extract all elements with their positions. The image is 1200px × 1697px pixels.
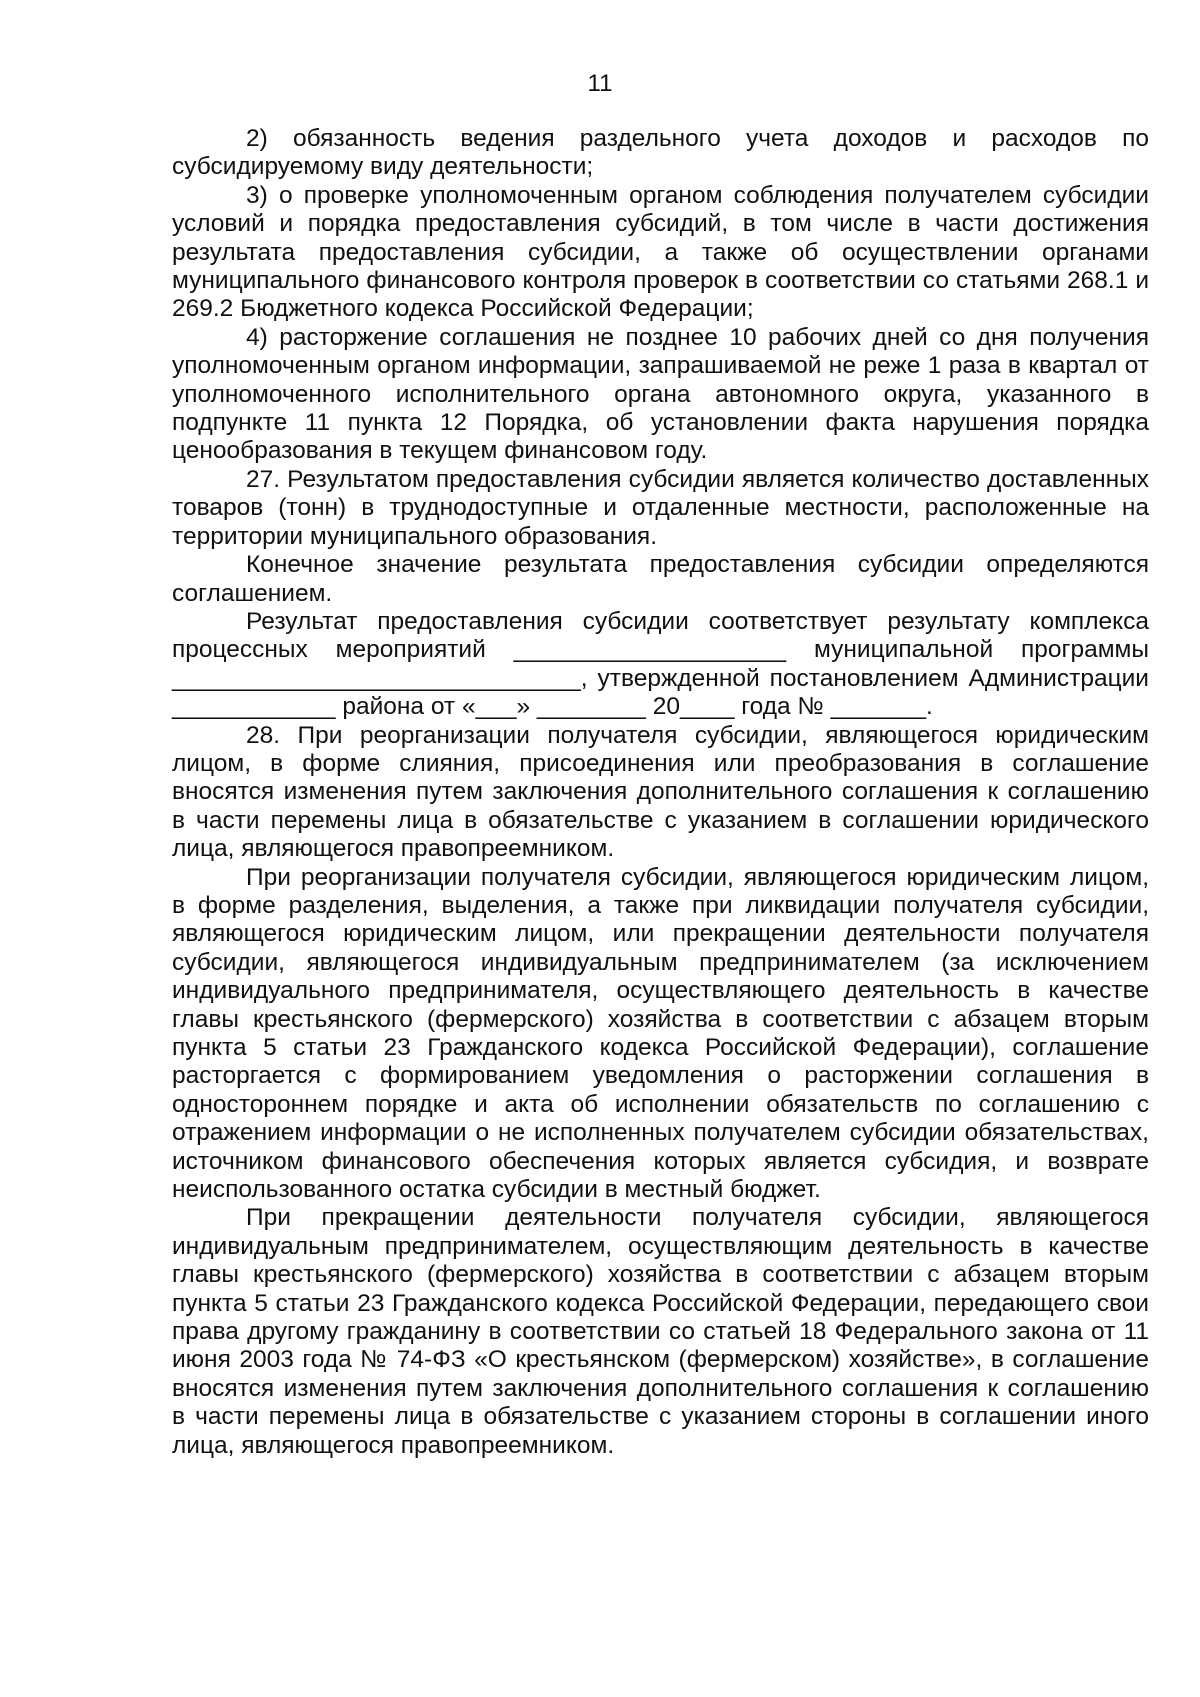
paragraph-farm-termination: При прекращении деятельности получателя субсидии, являющегося индивидуальным предпринимателем, осуществляющим деятельность в качестве главы крестьянского (фермерского) хозяйства в соответствии с абзацем вторым пункта 5 статьи 23 Гражданского кодекса Российской Федерации, передающего свои права другому гражданину в соответствии со статьей 18 Федерального закона от 11 июня 2003 года № 74-ФЗ «О крестьянском (фермерском) хозяйстве», в соглашение вносятся изменения путем заключения дополнительного соглашения к соглашению в части перемены лица в обязательстве с указанием стороны в соглашении иного лица, являющегося правопреемником. <box>172 1204 1149 1459</box>
paragraph-reorganization-division: При реорганизации получателя субсидии, являющегося юридическим лицом, в форме разделения, выделения, а также при ликвидации получателя субсидии, являющегося юридическим лицом, или прекращении деятельности получателя субсидии, являющегося индивидуальным предпринимателем (за исключением индивидуального предпринимателя, осуществляющего деятельность в качестве главы крестьянского (фермерского) хозяйства в соответствии с абзацем вторым пункта 5 статьи 23 Гражданского кодекса Российской Федерации), соглашение расторгается с формированием уведомления о расторжении соглашения в одностороннем порядке и акта об исполнении обязательств по соглашению с отражением информации о не исполненных получателем субсидии обязательствах, источником финансового обеспечения которых является субсидия, и возврате неиспользованного остатка субсидии в местный бюджет. <box>172 863 1149 1204</box>
page-number: 11 <box>587 70 613 97</box>
paragraph-item-28-reorganization: 28. При реорганизации получателя субсидии, являющегося юридическим лицом, в форме слияния, присоединения или преобразования в соглашение вносятся изменения путем заключения дополнительного соглашения к соглашению в части перемены лица в обязательстве с указанием в соглашении юридического лица, являющегося правопреемником. <box>172 721 1149 863</box>
paragraph-termination-agreement: 4) расторжение соглашения не позднее 10 рабочих дней со дня получения уполномоченным органом информации, запрашиваемой не реже 1 раза в квартал от уполномоченного исполнительного органа автономного округа, указанного в подпункте 11 пункта 12 Порядка, об установлении факта нарушения порядка ценообразования в текущем финансовом году. <box>172 323 1149 465</box>
paragraph-item-27-result: 27. Результатом предоставления субсидии является количество доставленных товаров (тонн) в труднодоступные и отдаленные местности, расположенные на территории муниципального образования. <box>172 465 1149 550</box>
paragraph-result-program-blanks: Результат предоставления субсидии соответствует результату комплекса процессных мероприятий ____________________ муниципальной программы ______________________________, утвержденной постановлением Администрации ____________ района от «___» ________ 20____ года № _______. <box>172 607 1149 721</box>
paragraph-inspection-compliance: 3) о проверке уполномоченным органом соблюдения получателем субсидии условий и порядка предоставления субсидий, в том числе в части достижения результата предоставления субсидии, а также об осуществлении органами муниципального финансового контроля проверок в соответствии со статьями 268.1 и 269.2 Бюджетного кодекса Российской Федерации; <box>172 181 1149 323</box>
paragraph-obligation-separate-accounting: 2) обязанность ведения раздельного учета доходов и расходов по субсидируемому виду деятельности; <box>172 125 1149 181</box>
paragraph-final-value: Конечное значение результата предоставления субсидии определяются соглашением. <box>172 551 1149 607</box>
document-body <box>172 125 1149 1460</box>
